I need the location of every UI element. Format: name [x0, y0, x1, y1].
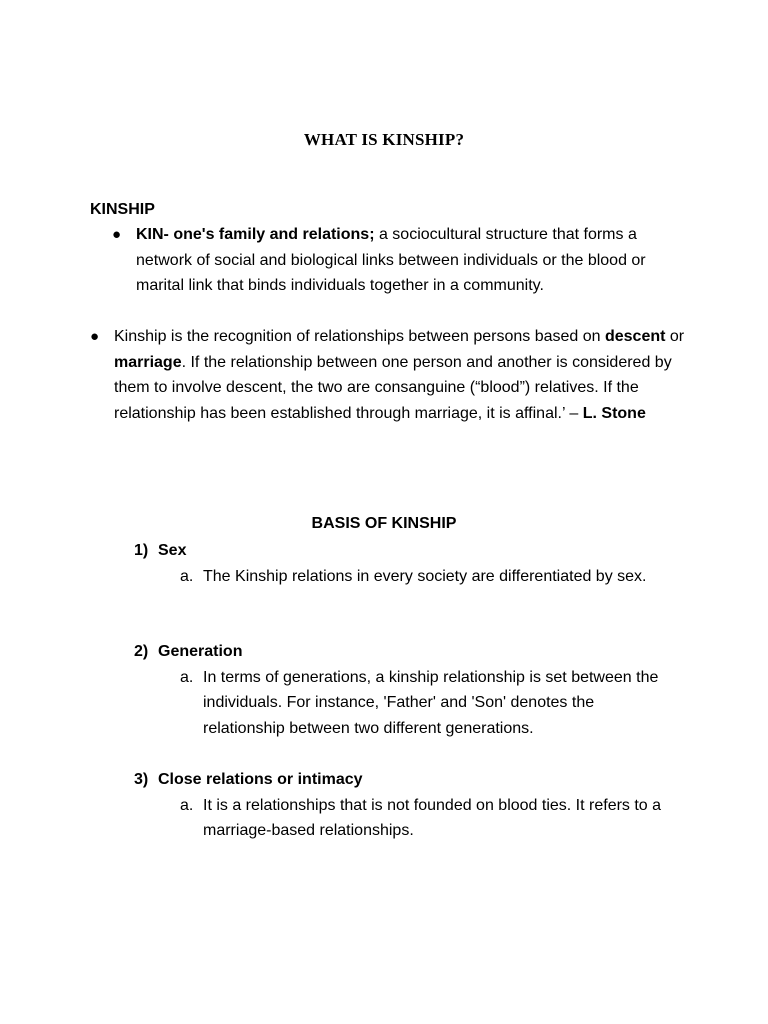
page-title: WHAT IS KINSHIP?	[303, 130, 465, 149]
item-subpoint	[180, 564, 674, 590]
bullet-rest: a sociocultural structure that forms a network of social and biological links between individuals or the blood or marital link that binds individuals together in a community.	[136, 226, 646, 294]
item-number: 2)	[134, 643, 149, 660]
subpoint-letter: a.	[180, 796, 194, 814]
item-subpoint	[180, 665, 674, 742]
item-label: Generation	[158, 643, 243, 660]
basis-item-generation	[134, 639, 674, 741]
bullet-dot: ●	[112, 226, 122, 243]
subpoint-text: It is a relationships that is not founded on blood ties. It refers to a marriage-based relationships.	[203, 796, 662, 839]
item-number: 1)	[134, 542, 149, 559]
quote-author: L. Stone	[582, 404, 646, 422]
item-number: 3)	[134, 771, 149, 788]
subpoint-letter: a.	[180, 668, 194, 686]
subpoint-text: In terms of generations, a kinship relationship is set between the individuals. For instance, 'Father' and 'Son' denotes the relationship between two different generations.	[203, 668, 659, 737]
kinship-bullet-quote	[90, 324, 690, 426]
bullet-text	[136, 222, 677, 299]
quote-part-2: or	[665, 328, 685, 345]
item-label: Close relations or intimacy	[158, 771, 363, 788]
bullet-dot: ●	[90, 328, 100, 345]
subpoint-letter: a.	[180, 567, 194, 585]
item-label: Sex	[158, 542, 187, 559]
quote-bold-descent: descent	[604, 328, 666, 345]
basis-item-sex	[134, 538, 674, 589]
kinship-bullet-definition	[112, 222, 677, 299]
quote-part-1: Kinship is the recognition of relationships between persons based on	[114, 328, 605, 345]
bullet-bold-lead: KIN- one's family and relations;	[136, 226, 375, 243]
basis-heading: BASIS OF KINSHIP	[311, 515, 457, 532]
quote-part-3: . If the relationship between one person and another is considered by them to involve descent, the two are consanguine (“blood”) relatives. If the relationship has been established through marriage, it is affinal.’ –	[114, 353, 672, 422]
basis-item-close-relations	[134, 767, 674, 844]
bullet-text	[114, 324, 690, 426]
quote-bold-marriage: marriage	[114, 353, 182, 371]
kinship-heading: KINSHIP	[90, 201, 155, 218]
subpoint-text: The Kinship relations in every society are differentiated by sex.	[203, 567, 647, 585]
item-subpoint	[180, 793, 674, 844]
